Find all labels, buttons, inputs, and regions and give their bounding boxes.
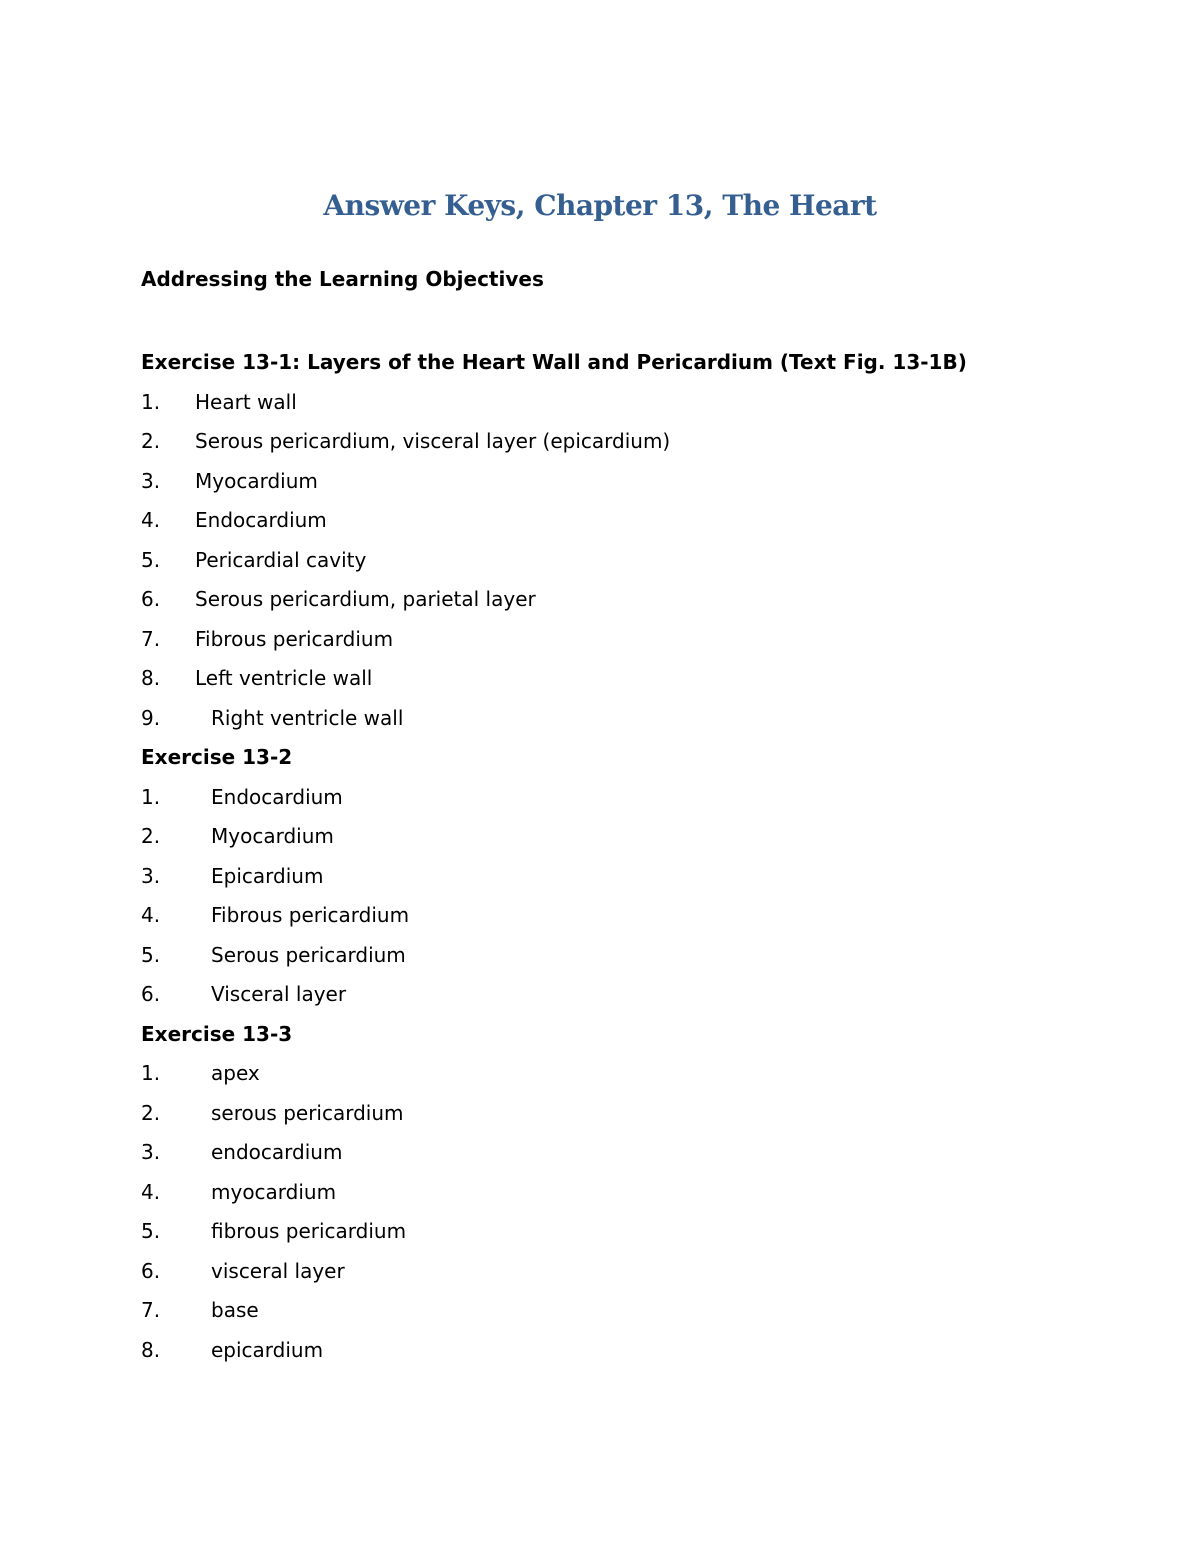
exercise-heading: Exercise 13-3 [141,1021,293,1046]
item-number: 8. [141,1337,161,1362]
section-heading: Addressing the Learning Objectives [141,267,544,291]
list-item [141,620,1101,660]
item-text: Endocardium [195,508,327,532]
item-number: 5. [141,942,161,967]
item-text: serous pericardium [211,1100,404,1125]
item-text: apex [211,1061,260,1085]
item-text: base [211,1298,259,1322]
answer-list [141,1054,1101,1370]
list-item [141,1054,1101,1094]
item-number: 8. [141,666,161,690]
list-item [141,462,1101,502]
item-text: Epicardium [211,863,324,888]
item-number: 6. [141,1258,161,1283]
item-number: 7. [141,1298,161,1322]
item-text: Endocardium [211,784,343,809]
item-text: Serous pericardium, parietal layer [195,587,536,611]
item-number: 7. [141,626,161,651]
list-item [141,422,1101,462]
item-text: Visceral layer [211,982,347,1006]
list-item [141,1331,1101,1371]
item-number: 3. [141,863,161,888]
item-number: 4. [141,903,161,927]
item-text: Serous pericardium [211,942,406,967]
item-number: 9. [141,705,161,730]
exercise-heading: Exercise 13-1: Layers of the Heart Wall and Pericardium (Text Fig. 13-1B) [141,350,967,374]
list-item [141,817,1101,857]
exercise-13-3 [141,1015,1101,1371]
item-number: 5. [141,547,161,572]
list-item [141,659,1101,699]
item-text: endocardium [211,1140,343,1164]
item-number: 4. [141,508,161,532]
list-item [141,778,1101,818]
list-item [141,699,1101,739]
item-text: visceral layer [211,1258,345,1283]
exercise-13-1 [141,343,1101,738]
list-item [141,1291,1101,1331]
item-number: 6. [141,587,161,611]
item-text: Heart wall [195,389,297,414]
item-number: 1. [141,784,161,809]
item-text: Right ventricle wall [211,705,404,730]
list-item [141,857,1101,897]
item-text: epicardium [211,1337,324,1362]
item-number: 2. [141,1100,161,1125]
item-number: 2. [141,429,161,453]
list-item [141,1212,1101,1252]
list-item [141,1173,1101,1213]
item-number: 4. [141,1179,161,1204]
item-text: myocardium [211,1179,337,1204]
list-item [141,1094,1101,1134]
item-text: Myocardium [211,824,334,848]
item-number: 6. [141,982,161,1006]
item-number: 3. [141,1140,161,1164]
document-title: Answer Keys, Chapter 13, The Heart [323,189,877,222]
item-number: 1. [141,1061,161,1085]
list-item [141,1133,1101,1173]
document-body [141,264,1101,1370]
list-item [141,1252,1101,1292]
item-text: Left ventricle wall [195,666,373,690]
exercise-heading: Exercise 13-2 [141,745,293,769]
list-item [141,501,1101,541]
list-item [141,580,1101,620]
list-item [141,383,1101,423]
item-text: Fibrous pericardium [211,903,410,927]
item-number: 2. [141,824,161,848]
list-item [141,541,1101,581]
item-number: 1. [141,389,161,414]
answer-list [141,383,1101,739]
item-number: 5. [141,1219,161,1243]
item-text: Myocardium [195,468,318,493]
item-text: Serous pericardium, visceral layer (epicardium) [195,429,671,453]
item-text: Fibrous pericardium [195,626,394,651]
item-text: fibrous pericardium [211,1219,407,1243]
answer-list [141,778,1101,1015]
list-item [141,975,1101,1015]
exercise-13-2 [141,738,1101,1015]
list-item [141,936,1101,976]
list-item [141,896,1101,936]
item-text: Pericardial cavity [195,547,367,572]
item-number: 3. [141,468,161,493]
